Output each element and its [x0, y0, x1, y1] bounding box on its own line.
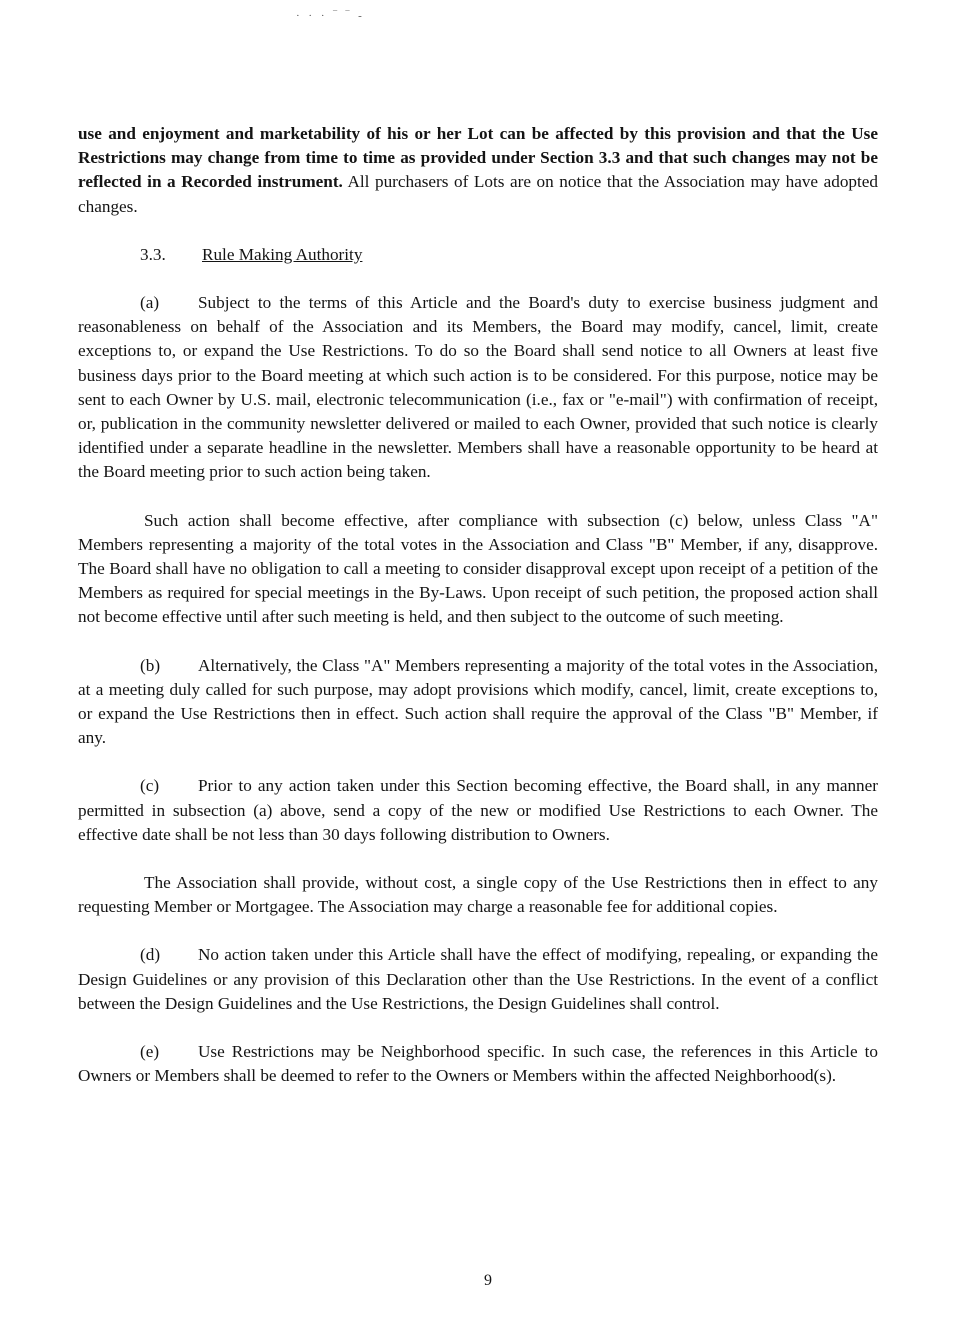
section-number: 3.3.	[140, 244, 166, 264]
section-title: Rule Making Authority	[202, 244, 363, 264]
subsection-b-label: (b)	[140, 655, 161, 675]
subsection-a-label: (a)	[140, 293, 160, 313]
effective-text: Such action shall become effective, after compliance with subsection (c) below, unless Class "A" Members representing a majority of the total votes in the Association and Class "B" Member, if any, disapprove. The Board shall have no obligation to call a meeting to consider disapproval except upon receipt of a petition of the Members as required for special meetings in the By-Laws. Upon receipt of such petition, the proposed action shall not become effective until after such meeting is held, and then subject to the outcome of such meeting.	[78, 510, 878, 627]
subsection-b-text: Alternatively, the Class "A" Members representing a majority of the total votes in the Association, at a meeting duly called for such purpose, may adopt provisions which modify, cancel, limit, create exceptions to, or expand the Use Restrictions then in effect. Such action shall require the approval of the Class "B" Member, if any.	[78, 655, 878, 748]
subsection-c-label: (c)	[140, 776, 160, 796]
subsection-d-label: (d)	[140, 945, 161, 965]
subsection-e-label: (e)	[140, 1042, 160, 1062]
section-heading	[140, 243, 878, 267]
subsection-c	[78, 774, 878, 847]
document-body	[78, 122, 878, 1113]
provide-copy-text: The Association shall provide, without cost, a single copy of the Use Restrictions then in effect to any requesting Member or Mortgagee. The Association may charge a reasonable fee for additional copies.	[78, 873, 878, 917]
subsection-d-text: No action taken under this Article shall have the effect of modifying, repealing, or expanding the Design Guidelines or any provision of this Declaration other than the Use Restrictions. In the event of a conflict between the Design Guidelines and the Use Restrictions, the Design Guidelines shall control.	[78, 945, 878, 1013]
subsection-e	[78, 1040, 878, 1088]
provide-copy-paragraph	[78, 871, 878, 919]
intro-bold-text: use and enjoyment and marketability of his or her Lot can be affected by this provision and that the Use Restrictions may change from time to time as provided under Section 3.3 and that such changes may not be reflected in a Recorded instrument.	[78, 124, 878, 192]
subsection-d	[78, 943, 878, 1016]
subsection-c-text: Prior to any action taken under this Section becoming effective, the Board shall, in any manner permitted in subsection (a) above, send a copy of the new or modified Use Restrictions to each Owner. The effective date shall be not less than 30 days following distribution to Owners.	[78, 776, 878, 844]
subsection-a-text: Subject to the terms of this Article and the Board's duty to exercise business judgment and reasonableness on behalf of the Association and its Members, the Board may modify, cancel, limit, create exceptions to, or expand the Use Restrictions. To do so the Board shall send notice to all Owners at least five business days prior to the Board meeting at which such action is to be considered. For this purpose, notice may be sent to each Owner by U.S. mail, electronic telecommunication (i.e., fax or "e-mail") with confirmation of receipt, or, publication in the community newsletter delivered or mailed to each Owner, provided that such notice is clearly identified under a separate headline in the newsletter. Members shall have a reasonable opportunity to be heard at the Board meeting prior to such action being taken.	[78, 293, 878, 482]
subsection-b	[78, 654, 878, 751]
subsection-a	[78, 291, 878, 485]
subsection-e-text: Use Restrictions may be Neighborhood specific. In such case, the references in this Article to Owners or Members shall be deemed to refer to the Owners or Members within the affected Neighborhood(s).	[78, 1042, 878, 1086]
effective-paragraph	[78, 509, 878, 630]
intro-normal-text: All purchasers of Lots are on notice that the Association may have adopted changes.	[78, 172, 879, 216]
intro-paragraph	[78, 122, 878, 219]
page-number: 9	[484, 1272, 492, 1289]
scan-header-marks: · · · ‾ ‾ -	[296, 10, 365, 22]
